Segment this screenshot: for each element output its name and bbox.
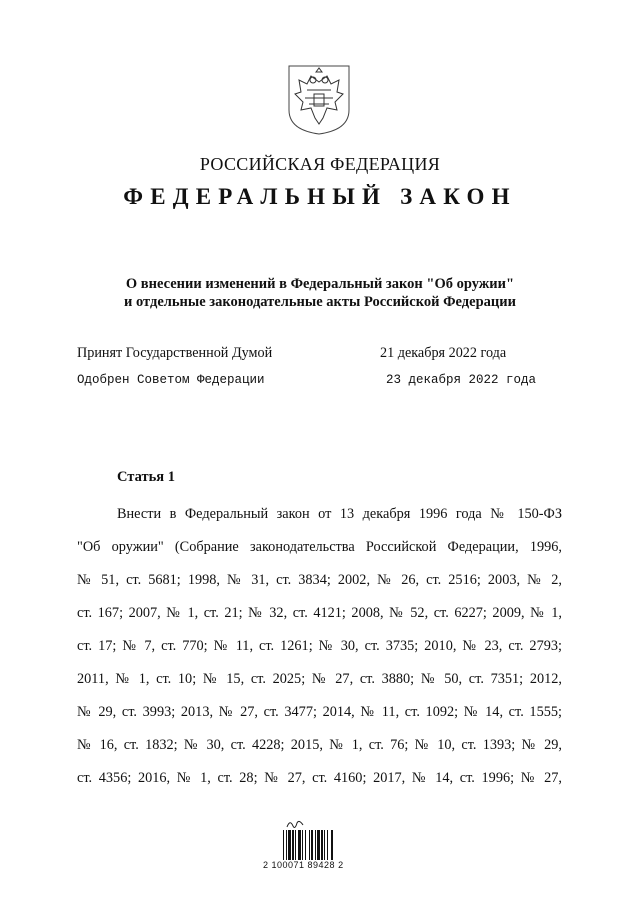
coat-of-arms-icon [287, 64, 351, 136]
adopted-by-duma-label: Принят Государственной Думой [77, 345, 273, 361]
barcode-number: 2 100071 89428 2 [263, 860, 344, 870]
article-heading: Статья 1 [117, 469, 175, 485]
law-type-heading: ФЕДЕРАЛЬНЫЙ ЗАКОН [123, 184, 517, 209]
article-text-line: ст. 17; № 7, ст. 770; № 11, ст. 1261; № 30, ст. 3735; 2010, № 23, ст. 2793; [77, 638, 562, 654]
article-text-line: № 51, ст. 5681; 1998, № 31, ст. 3834; 2002, № 26, ст. 2516; 2003, № 2, [77, 572, 562, 588]
article-text-line: "Об оружии" (Собрание законодательства Российской Федерации, 1996, [77, 539, 562, 555]
country-name: РОССИЙСКАЯ ФЕДЕРАЦИЯ [199, 154, 441, 174]
article-text-line: 2011, № 1, ст. 10; № 15, ст. 2025; № 27, ст. 3880; № 50, ст. 7351; 2012, [77, 671, 562, 687]
article-text-line: № 16, ст. 1832; № 30, ст. 4228; 2015, № 1, ст. 76; № 10, ст. 1393; № 29, [77, 737, 562, 753]
article-text-line: ст. 4356; 2016, № 1, ст. 28; № 27, ст. 4160; 2017, № 14, ст. 1996; № 27, [77, 770, 562, 786]
article-text-line: ст. 167; 2007, № 1, ст. 21; № 32, ст. 4121; 2008, № 52, ст. 6227; 2009, № 1, [77, 605, 562, 621]
approved-by-council-date: 23 декабря 2022 года [386, 373, 537, 387]
barcode-icon [282, 830, 354, 860]
law-title-line-2: и отдельные законодательные акты Российской Федерации [124, 294, 516, 310]
signature-mark-icon [286, 817, 304, 831]
article-text-line: Внести в Федеральный закон от 13 декабря 1996 года № 150-ФЗ [117, 506, 562, 522]
article-text-line: № 29, ст. 3993; 2013, № 27, ст. 3477; 2014, № 11, ст. 1092; № 14, ст. 1555; [77, 704, 562, 720]
adopted-by-duma-date: 21 декабря 2022 года [380, 345, 507, 361]
law-title-line-1: О внесении изменений в Федеральный закон "Об оружии" [125, 276, 515, 292]
approved-by-council-label: Одобрен Советом Федерации [77, 373, 265, 387]
